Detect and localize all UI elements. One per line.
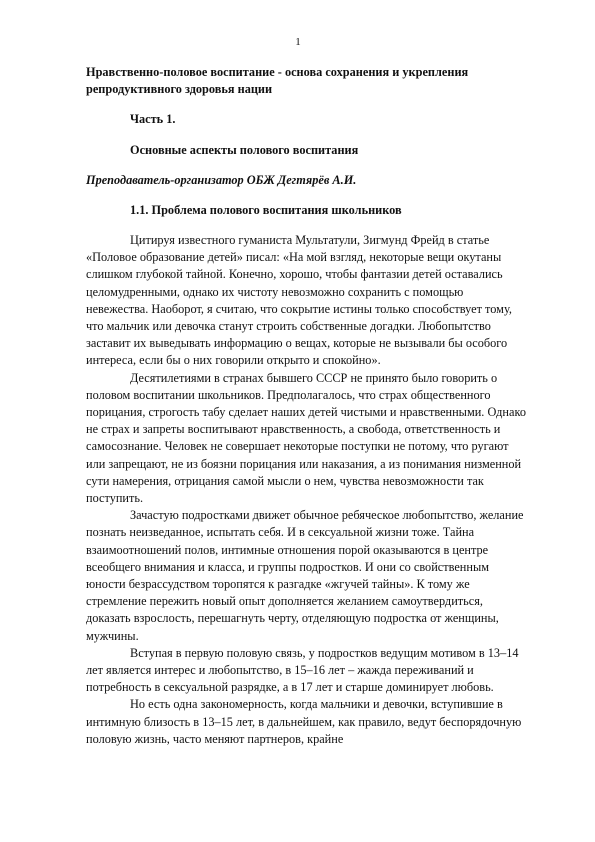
- paragraph: Вступая в первую половую связь, у подростков ведущим мотивом в 13–14 лет является интерес и любопытство, в 15–16 лет – жажда переживаний и потребность в сексуальной разрядке, а в 17 лет и старше доминирует любовь.: [86, 645, 519, 695]
- page-number: 1: [295, 36, 301, 48]
- part-heading: Часть 1.: [130, 112, 176, 126]
- part-subtitle: Основные аспекты полового воспитания: [130, 143, 359, 157]
- document-title: Нравственно-половое воспитание - основа сохранения и укрепления репродуктивного здоровья нации: [86, 65, 469, 96]
- paragraph: Десятилетиями в странах бывшего СССР не принято было говорить о половом воспитании школьников. Предполагалось, что страх общественного порицания, строгость табу сделает наших детей чистыми и нравственными. Однако не страх и запреты воспитывают нравственность, а свобода, ответственность и самосознание. Человек не совершает некоторые поступки не потому, что ругают или запрещают, не из боязни порицания или наказания, а из понимания низменной сути намерения, отрицания самой мысли о нем, чувства невозможности так поступить.: [86, 370, 526, 506]
- paragraph: Зачастую подростками движет обычное ребяческое любопытство, желание познать неизведанное, испытать себя. И в сексуальной жизни тоже. Тайна взаимоотношений полов, интимные отношения порой оказываются в центре всеобщего внимания и класса, и группы подростков. И они со свойственным юности безрассудством торопятся к разгадке «жгучей тайны». К тому же стремление пережить новый опыт дополняется желанием самоутвердиться, доказать взрослость, перешагнуть черту, отделяющую подростка от женщины, мужчины.: [86, 508, 524, 643]
- section-heading: 1.1. Проблема полового воспитания школьников: [130, 203, 402, 217]
- body-text: [86, 232, 526, 748]
- author-line: Преподаватель-организатор ОБЖ Дегтярёв А.И.: [86, 173, 357, 187]
- paragraph: Цитируя известного гуманиста Мультатули, Зигмунд Фрейд в статье «Половое образование детей» писал: «На мой взгляд, некоторые вещи окутаны слишком глубокой тайной. Конечно, хорошо, чтобы фантазии детей оставались целомудренными, однако их чистоту невозможно сохранить с помощью невежества. Наоборот, я считаю, что сокрытие истины только способствует тому, что мальчик или девочка станут строить собственные догадки. Любопытство заставит их выведывать информацию о вещах, которые не вызывали бы особого интереса, если бы о них говорили открыто и спокойно».: [86, 233, 512, 368]
- paragraph: Но есть одна закономерность, когда мальчики и девочки, вступившие в интимную близость в 13–15 лет, в дальнейшем, как правило, ведут беспорядочную половую жизнь, часто меняют партнеров, крайне: [86, 697, 522, 746]
